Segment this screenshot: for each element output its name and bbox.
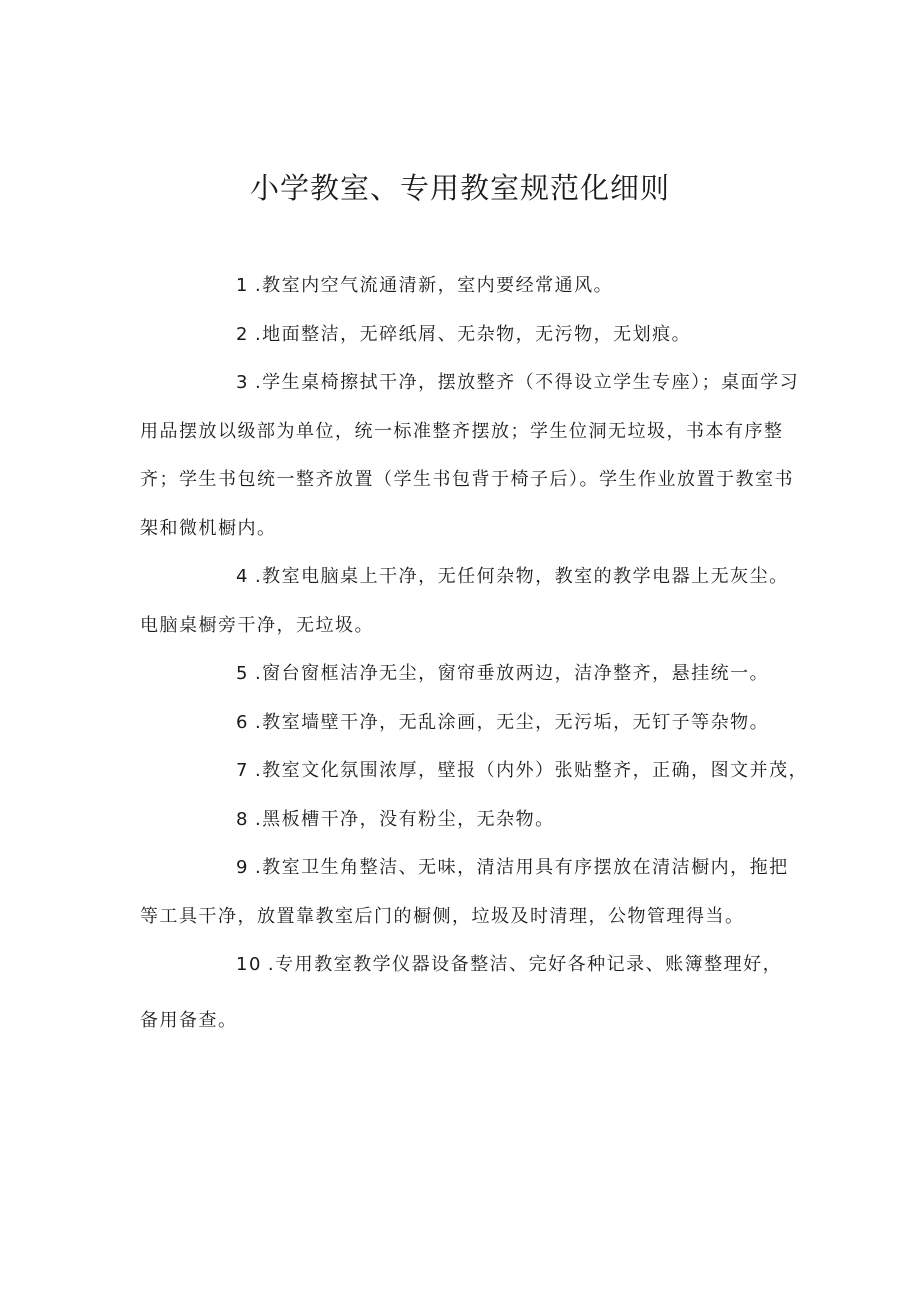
item-10 — [140, 941, 800, 990]
item-number: 3 — [236, 372, 249, 393]
item-text: .教室文化氛围浓厚，壁报（内外）张贴整齐，正确，图文并茂， — [254, 760, 809, 781]
item-number: 1 — [236, 275, 249, 296]
item-number: 5 — [236, 663, 249, 684]
item-7 — [140, 747, 809, 796]
item-1 — [140, 262, 800, 311]
item-6 — [140, 699, 800, 748]
item-text: .教室墙壁干净，无乱涂画，无尘，无污垢，无钉子等杂物。 — [254, 711, 770, 733]
item-text: .学生桌椅擦拭干净，摆放整齐（不得设立学生专座）；桌面学习用品摆放以级部为单位，统一标准整齐摆放；学生位洞无垃圾，书本有序整齐；学生书包统一整齐放置（学生书包背于椅子后）。学生作业放置于教室书架和微机橱内。 — [140, 372, 800, 539]
item-text: .窗台窗框洁净无尘，窗帘垂放两边，洁净整齐，悬挂统一。 — [254, 663, 770, 684]
item-text: .教室内空气流通清新，室内要经常通风。 — [254, 275, 614, 296]
item-text: .地面整洁，无碎纸屑、无杂物，无污物，无划痕。 — [254, 323, 692, 345]
item-number: 10 — [236, 954, 262, 975]
item-text: .教室电脑桌上干净，无任何杂物，教室的教学电器上无灰尘。电脑桌橱旁干净，无垃圾。 — [140, 566, 789, 636]
item-4 — [140, 553, 800, 650]
item-text: .教室卫生角整洁、无味，清洁用具有序摆放在清洁橱内，拖把等工具干净，放置靠教室后门的橱侧，垃圾及时清理，公物管理得当。 — [140, 857, 789, 927]
item-8 — [140, 796, 800, 845]
document-title: 小学教室、专用教室规范化细则 — [249, 171, 670, 205]
item-2 — [140, 311, 800, 360]
item-text: .黑板槽干净，没有粉尘，无杂物。 — [254, 808, 555, 830]
item-number: 7 — [236, 760, 249, 781]
document-body — [140, 262, 809, 1045]
item-10-tail: 备用备查。 — [140, 1009, 238, 1031]
item-number: 6 — [236, 711, 249, 733]
item-5 — [140, 650, 800, 699]
item-number: 4 — [236, 566, 249, 587]
item-number: 2 — [236, 323, 249, 345]
item-number: 9 — [236, 857, 249, 878]
item-9 — [140, 844, 800, 941]
item-text: .专用教室教学仪器设备整洁、完好各种记录、账簿整理好， — [267, 954, 783, 975]
item-3 — [140, 359, 800, 553]
item-number: 8 — [236, 808, 249, 830]
